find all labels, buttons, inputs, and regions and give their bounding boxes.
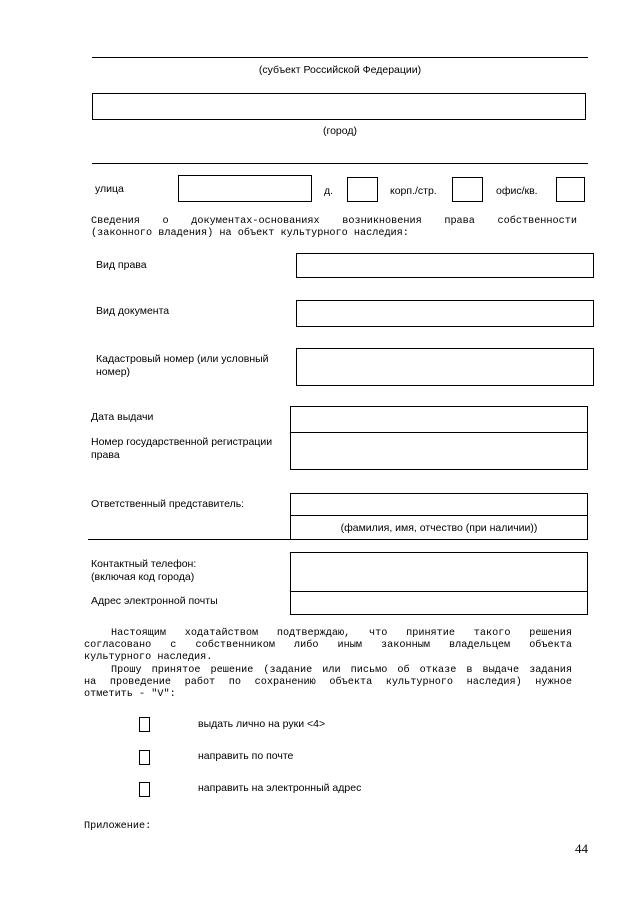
delivery-checkbox-post[interactable] <box>139 750 150 765</box>
attachment-label: Приложение: <box>84 821 152 832</box>
street-label: улица <box>95 183 124 195</box>
delivery-option-email-label: направить на электронный адрес <box>198 782 362 794</box>
doc-type-label: Вид документа <box>96 305 170 317</box>
statement-para1-line1: Настоящим ходатайством подтверждаю, что принятие такого решения <box>111 628 572 639</box>
reg-number-label: Номер государственной регистрации права <box>91 436 273 461</box>
statement-para1-line3: культурного наследия. <box>84 652 213 663</box>
cadastral-field[interactable] <box>296 348 594 386</box>
region-caption: (субъект Российской Федерации) <box>258 64 422 76</box>
statement-para2-line2: на проведение работ по сохранению объекта культурного наследия) нужное <box>84 677 572 688</box>
delivery-checkbox-in-person[interactable] <box>139 717 150 732</box>
building-field[interactable] <box>452 177 483 202</box>
house-label: д. <box>324 185 334 197</box>
page-number: 44 <box>575 841 588 856</box>
statement-para2-line3: отметить - "V": <box>84 689 176 700</box>
city-field[interactable] <box>92 93 586 120</box>
region-line <box>92 57 588 58</box>
right-type-field[interactable] <box>296 253 594 278</box>
street-field[interactable] <box>178 175 312 202</box>
city-caption: (город) <box>322 125 357 137</box>
issue-date-label: Дата выдачи <box>91 411 154 423</box>
delivery-checkbox-email[interactable] <box>139 782 150 797</box>
representative-caption: (фамилия, имя, отчество (при наличии)) <box>340 522 538 534</box>
building-label: корп./стр. <box>390 185 437 197</box>
ownership-intro-line1: Сведения о документах-основаниях возникновения права собственности <box>91 216 577 227</box>
house-field[interactable] <box>347 177 378 202</box>
issue-date-field[interactable] <box>290 406 588 433</box>
representative-mid-line <box>290 515 588 516</box>
phone-label: Контактный телефон: (включая код города) <box>91 558 197 583</box>
office-field[interactable] <box>556 177 585 202</box>
representative-label: Ответственный представитель: <box>91 498 245 510</box>
office-label: офис/кв. <box>496 185 538 197</box>
phone-field[interactable] <box>290 552 588 592</box>
reg-number-field[interactable] <box>290 432 588 470</box>
contacts-line <box>88 539 588 540</box>
statement-para2-line1: Прошу принятое решение (задание или письмо об отказе в выдаче задания <box>111 665 572 676</box>
email-label: Адрес электронной почты <box>91 595 218 607</box>
ownership-intro-line2: (законного владения) на объект культурного наследия: <box>91 228 409 239</box>
right-type-label: Вид права <box>96 259 147 271</box>
cadastral-label: Кадастровый номер (или условный номер) <box>96 353 269 378</box>
address-line <box>92 163 588 164</box>
doc-type-field[interactable] <box>296 300 594 327</box>
delivery-option-in-person-label: выдать лично на руки <4> <box>198 718 326 730</box>
delivery-option-post-label: направить по почте <box>198 750 294 762</box>
statement-para1-line2: согласовано с собственником либо иным законным владельцем объекта <box>84 640 572 651</box>
email-field[interactable] <box>290 591 588 615</box>
